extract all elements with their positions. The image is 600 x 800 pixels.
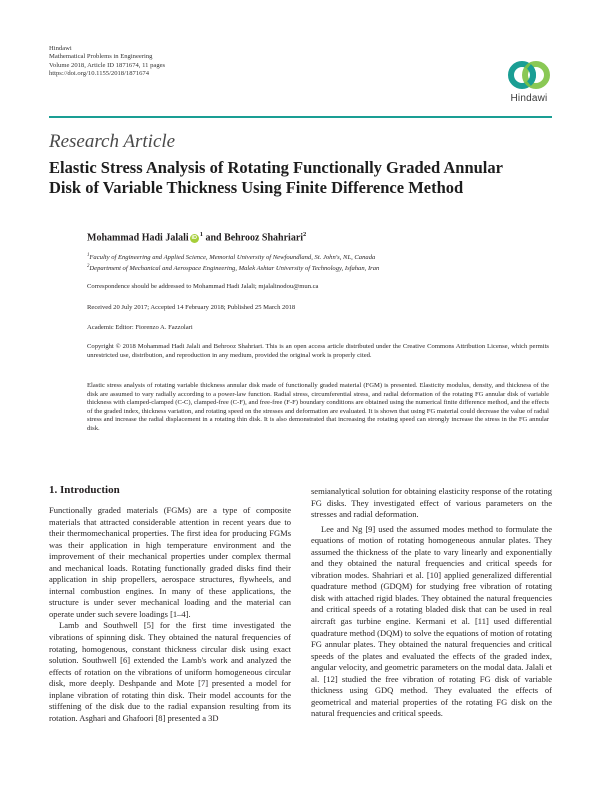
affiliation-marker: 2 — [87, 264, 90, 269]
affiliation-text: Department of Mechanical and Aerospace Engineering, Malek Ashtar University of Technology, Isfahan, Iran — [89, 265, 380, 273]
paragraph: Lee and Ng [9] used the assumed modes method to formulate the equations of motion of rotating homogeneous annular plates. They assumed the thickness of the plate to vary linearly and exponentially and they obtained the natural frequencies and critical speeds for vibration modes. Shahriari et al. [10] applied generalized differential quadrature method (GDQM) for studying free vibration of rotating disk with attached rigid blades. They obtained the natural frequencies and critical speeds of a rotating bladed disk that can be used in real aircraft gas turbine engine. Kermani et al. [11] used differential quadrature method (DQM) to solve the equations of motion of rotating FG annular plates. They obtained the natural frequencies and critical speeds of the plates and evaluated the effects of the graded index, angular velocity, and geometric parameters on the modal data. Jalali et al. [12] studied the free vibration of rotating FG disk of variable thickness using GDQ method. They evaluated the effects of geometrical and material properties of the rotating FG disk on the natural frequencies and critical speeds. — [311, 523, 552, 719]
paragraph: semianalytical solution for obtaining elasticity response of the rotating FG disks. They investigated effect of various parameters on the stresses and radial deformation. — [311, 486, 552, 520]
affiliation-text: Faculty of Engineering and Applied Science, Memorial University of Newfoundland, St. John's, NL, Canada — [89, 254, 376, 262]
journal-name: Mathematical Problems in Engineering — [49, 53, 153, 61]
author-joiner: and — [202, 232, 225, 244]
copyright-notice: Copyright © 2018 Mohammad Hadi Jalali and Behrooz Shahriari. This is an open access article distributed under the Creative Commons Attribution License, which permits unrestricted use, distribution, and reproduction in any medium, provided the original work is properly cited. — [87, 343, 549, 359]
title-line: Disk of Variable Thickness Using Finite Difference Method — [49, 178, 464, 197]
paragraph: Functionally graded materials (FGMs) are a type of composite materials that attracted considerable attention in recent years due to their thermomechanical properties. The first idea for producing FGMs was their application in high temperature environment and the improvement of their mechanical properties under complex thermal and mechanical loads. Rotating functionally graded disks find their application in ship propellers, aerospace structures, flywheels, and internal combustion engines. In many of these applications, the structure is under sever mechanical loading and the material can operate under such severe loadings [1–4]. — [49, 505, 291, 619]
publication-dates: Received 20 July 2017; Accepted 14 February 2018; Published 25 March 2018 — [87, 304, 296, 311]
affiliation-marker: 1 — [199, 231, 203, 238]
title-line: Elastic Stress Analysis of Rotating Functionally Graded Annular — [49, 158, 503, 177]
affiliation-marker: 2 — [303, 231, 307, 238]
correspondence: Correspondence should be addressed to Mohammad Hadi Jalali; mjalalinodou@mun.ca — [87, 283, 319, 290]
author-name[interactable]: Mohammad Hadi Jalali — [87, 232, 189, 244]
journal-volume: Volume 2018, Article ID 1871674, 11 pages — [49, 61, 166, 69]
logo-wordmark: Hindawi — [510, 93, 548, 104]
affiliation-marker: 1 — [87, 253, 90, 258]
header-divider — [49, 116, 552, 118]
author-list — [87, 231, 306, 243]
journal-info — [49, 45, 165, 79]
orcid-icon[interactable]: iD — [191, 235, 197, 242]
paragraph: Lamb and Southwell [5] for the first time investigated the vibrations of spinning disk. They obtained the natural frequencies of rotating, homogenous, constant thickness circular disk using exact solution. Southwell [6] extended the Lamb's work and analyzed the effects of rotation on the vibrations of uniform homogeneous circular disk, more deeply. Deshpande and Mote [7] presented a model for inplane vibration of rotating thin disk. Their model accounts for the stiffening of the disk due to the radial expansion resulting from its rotation. Asghari and Ghafoori [8] presented a 3D — [49, 620, 291, 723]
abstract: Elastic stress analysis of rotating variable thickness annular disk made of functionally graded material (FGM) is presented. Elasticity modulus, density, and thickness of the disk are assumed to vary radially according to a power-law function. Radial stress, circumferential stress, and radial deformation of the rotating FG annular disk of variable thickness with clamped-clamped (C-C), clamped-free (C-F), and free-free (F-F) boundary conditions are obtained using the numerical finite difference method, and the effects of the graded index, thickness variation, and rotating speed on the stresses and deformation are evaluated. It is shown that using FG material could decrease the value of radial stress and increase the radial displacement in a rotating thin disk. It is also demonstrated that increasing the rotating speed can strongly increase the stress in the FG annular disk. — [87, 382, 549, 432]
body-column-right — [311, 486, 552, 720]
author-name[interactable]: Behrooz Shahriari — [224, 232, 304, 244]
affiliation — [87, 253, 375, 261]
journal-publisher: Hindawi — [49, 45, 72, 52]
academic-editor: Academic Editor: Fiorenzo A. Fazzolari — [87, 324, 193, 331]
body-column-left — [49, 505, 291, 724]
article-type: Research Article — [49, 131, 176, 152]
section-heading: 1. Introduction — [49, 484, 120, 496]
paper-title — [49, 158, 559, 198]
journal-doi-link[interactable]: https://doi.org/10.1155/2018/1871674 — [49, 70, 150, 78]
affiliation — [87, 264, 379, 272]
